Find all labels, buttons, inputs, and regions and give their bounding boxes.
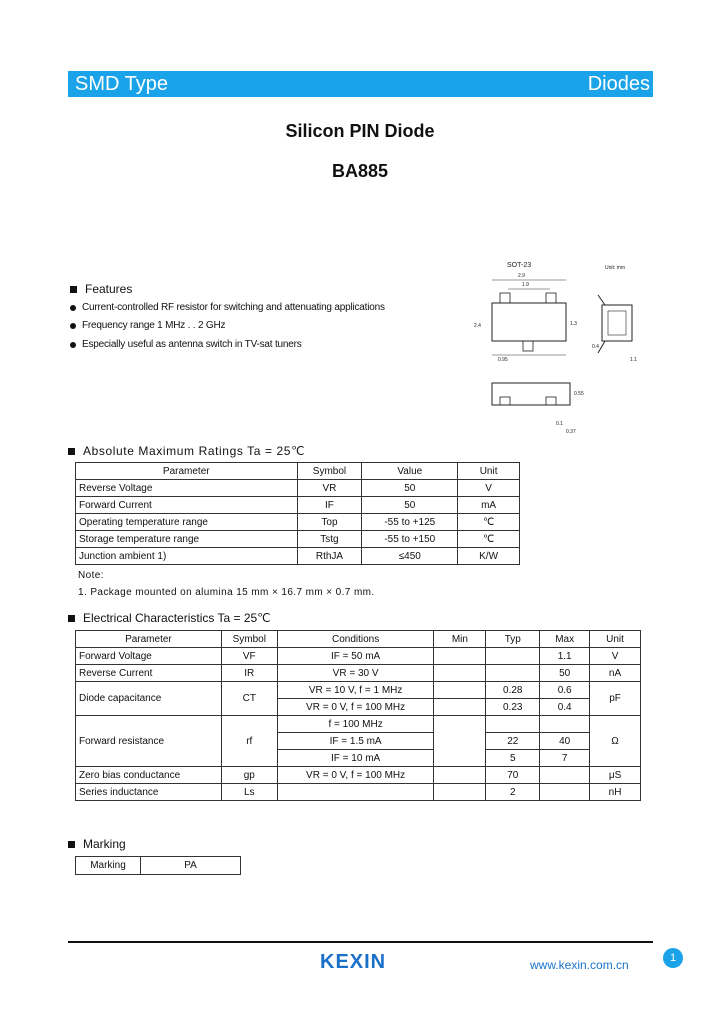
feature-item: Frequency range 1 MHz . . 2 GHz bbox=[70, 320, 225, 331]
elec-heading-text: Electrical Characteristics Ta = 25℃ bbox=[83, 611, 271, 625]
package-name: SOT-23 bbox=[507, 262, 532, 269]
page-number: 1 bbox=[663, 948, 683, 968]
doc-title: Silicon PIN Diode bbox=[285, 121, 435, 141]
column-header: Parameter bbox=[76, 463, 298, 480]
header-right: Diodes bbox=[587, 72, 650, 95]
column-header: Symbol bbox=[297, 463, 362, 480]
dim-label: 0.95 bbox=[498, 357, 508, 363]
table-row: Reverse Voltage VR 50 V bbox=[76, 480, 520, 497]
table-row: Marking PA bbox=[76, 857, 241, 875]
elec-heading bbox=[68, 611, 271, 625]
bullet-icon bbox=[70, 305, 76, 311]
table-row: Zero bias conductance gp VR = 0 V, f = 100 MHz 70 μS bbox=[76, 767, 641, 784]
bullet-icon bbox=[70, 342, 76, 348]
footer-divider bbox=[68, 941, 653, 943]
dim-label: 0.37 bbox=[566, 429, 576, 435]
abs-max-heading bbox=[68, 444, 305, 458]
note-text: 1. Package mounted on alumina 15 mm × 16.7 mm × 0.7 mm. bbox=[78, 587, 375, 598]
footer-url[interactable]: www.kexin.com.cn bbox=[530, 958, 629, 972]
table-row: VR = 0 V, f = 100 MHz 0.23 0.4 bbox=[76, 699, 641, 716]
feature-item: Especially useful as antenna switch in TV-sat tuners bbox=[70, 339, 302, 350]
dim-label: 0.1 bbox=[556, 421, 563, 427]
abs-max-table bbox=[75, 462, 520, 565]
dim-label: 1.1 bbox=[630, 357, 637, 363]
features-heading-text: Features bbox=[85, 282, 133, 296]
table-row: Operating temperature range Top -55 to +125 ℃ bbox=[76, 514, 520, 531]
bullet-icon bbox=[70, 323, 76, 329]
header-left: SMD Type bbox=[75, 72, 168, 95]
table-row: IF = 1.5 mA 22 40 bbox=[76, 733, 641, 750]
dim-label: 0.55 bbox=[574, 391, 584, 397]
table-row: Junction ambient 1) RthJA ≤450 K/W bbox=[76, 548, 520, 565]
table-row: Storage temperature range Tstg -55 to +150 ℃ bbox=[76, 531, 520, 548]
square-bullet-icon bbox=[68, 841, 75, 848]
package-drawing bbox=[470, 255, 660, 445]
table-row: Forward Voltage VF IF = 50 mA 1.1 V bbox=[76, 648, 641, 665]
marking-heading-text: Marking bbox=[83, 837, 126, 851]
table-row: Series inductance Ls 2 nH bbox=[76, 784, 641, 801]
table-header-row bbox=[76, 463, 520, 480]
dim-label: 1.9 bbox=[522, 282, 529, 288]
square-bullet-icon bbox=[68, 448, 75, 455]
square-bullet-icon bbox=[68, 615, 75, 622]
marking-heading bbox=[68, 837, 126, 851]
column-header: Value bbox=[362, 463, 458, 480]
dim-label: 0.4 bbox=[592, 344, 599, 350]
table-row: Forward Current IF 50 mA bbox=[76, 497, 520, 514]
table-header-row: Parameter Symbol Conditions Min Typ Max Unit bbox=[76, 631, 641, 648]
table-row: Reverse Current IR VR = 30 V 50 nA bbox=[76, 665, 641, 682]
table-row: Forward resistance rf f = 100 MHz Ω bbox=[76, 716, 641, 733]
note-title: Note: bbox=[78, 570, 104, 581]
dim-label: 1.3 bbox=[570, 321, 577, 327]
abs-max-heading-text: Absolute Maximum Ratings Ta = 25℃ bbox=[83, 444, 306, 458]
dim-label: 2.9 bbox=[518, 273, 525, 279]
part-number: BA885 bbox=[331, 161, 389, 181]
package-unit: Unit: mm bbox=[605, 265, 625, 271]
table-row: IF = 10 mA 5 7 bbox=[76, 750, 641, 767]
elec-table bbox=[75, 630, 641, 801]
kexin-logo: KEXIN bbox=[320, 951, 387, 973]
features-heading bbox=[70, 282, 132, 296]
dim-label: 2.4 bbox=[474, 323, 481, 329]
marking-table bbox=[75, 856, 241, 875]
feature-item: Current-controlled RF resistor for switching and attenuating applications bbox=[70, 302, 385, 313]
square-bullet-icon bbox=[70, 286, 77, 293]
column-header: Unit bbox=[458, 463, 520, 480]
header-banner bbox=[68, 71, 653, 97]
table-row: Diode capacitance CT VR = 10 V, f = 1 MHz 0.28 0.6 pF bbox=[76, 682, 641, 699]
